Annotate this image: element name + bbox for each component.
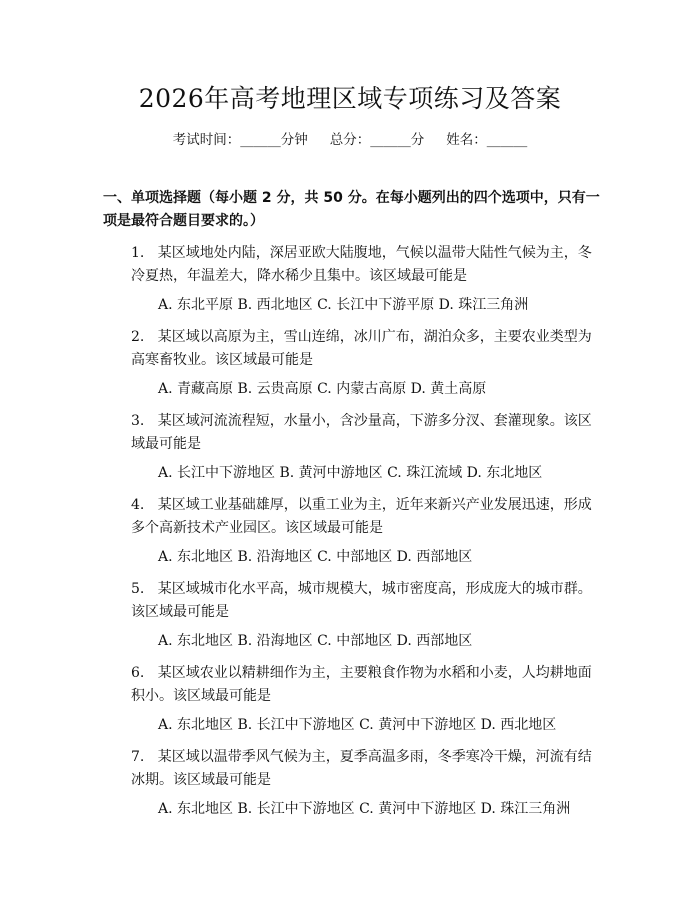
question-7-options: A. 东北地区 B. 长江中下游地区 C. 黄河中下游地区 D. 珠江三角洲 (158, 801, 571, 817)
question-stem: 某区域河流流程短，水量小，含沙量高，下游多分汊、套灌现象。该区域最可能是 (131, 413, 592, 452)
question-2 (103, 326, 600, 372)
question-number: 5. (131, 581, 145, 597)
question-6 (103, 662, 600, 708)
exam-time-field: 考试时间：______分钟 (172, 132, 308, 148)
section-heading: 一、单项选择题（每小题 2 分，共 50 分。在每小题列出的四个选项中，只有一项是最符合题目要求的。） (103, 190, 600, 229)
question-1-options: A. 东北平原 B. 西北地区 C. 长江中下游平原 D. 珠江三角洲 (158, 297, 529, 313)
question-number: 7. (131, 749, 145, 765)
exam-meta (0, 130, 700, 150)
question-4 (103, 494, 600, 540)
question-stem: 某区域城市化水平高，城市规模大，城市密度高，形成庞大的城市群。该区域最可能是 (131, 581, 592, 620)
question-stem: 某区域工业基础雄厚，以重工业为主，近年来新兴产业发展迅速，形成多个高新技术产业园区。该区域最可能是 (131, 497, 592, 536)
question-number: 2. (131, 329, 145, 345)
question-2-options: A. 青藏高原 B. 云贵高原 C. 内蒙古高原 D. 黄土高原 (158, 381, 487, 397)
question-5 (103, 578, 600, 624)
question-number: 4. (131, 497, 145, 513)
page-title: 2026年高考地理区域专项练习及答案 (138, 84, 562, 113)
student-name-field: 姓名：______ (446, 132, 528, 148)
question-stem: 某区域地处内陆，深居亚欧大陆腹地，气候以温带大陆性气候为主，冬冷夏热，年温差大，降水稀少且集中。该区域最可能是 (131, 245, 592, 284)
question-6-options: A. 东北地区 B. 长江中下游地区 C. 黄河中下游地区 D. 西北地区 (158, 717, 557, 733)
question-stem: 某区域以温带季风气候为主，夏季高温多雨，冬季寒冷干燥，河流有结冰期。该区域最可能是 (131, 749, 592, 788)
question-stem: 某区域以高原为主，雪山连绵，冰川广布，湖泊众多，主要农业类型为高寒畜牧业。该区域最可能是 (131, 329, 592, 368)
question-stem: 某区域农业以精耕细作为主，主要粮食作物为水稻和小麦，人均耕地面积小。该区域最可能是 (131, 665, 592, 704)
total-score-field: 总分：______分 (329, 132, 425, 148)
question-number: 3. (131, 413, 145, 429)
question-number: 1. (131, 245, 145, 261)
question-3 (103, 410, 600, 456)
question-5-options: A. 东北地区 B. 沿海地区 C. 中部地区 D. 西部地区 (158, 633, 473, 649)
question-4-options: A. 东北地区 B. 沿海地区 C. 中部地区 D. 西部地区 (158, 549, 473, 565)
question-1 (103, 242, 600, 288)
question-number: 6. (131, 665, 145, 681)
question-3-options: A. 长江中下游地区 B. 黄河中游地区 C. 珠江流域 D. 东北地区 (158, 465, 543, 481)
question-7 (103, 746, 600, 792)
